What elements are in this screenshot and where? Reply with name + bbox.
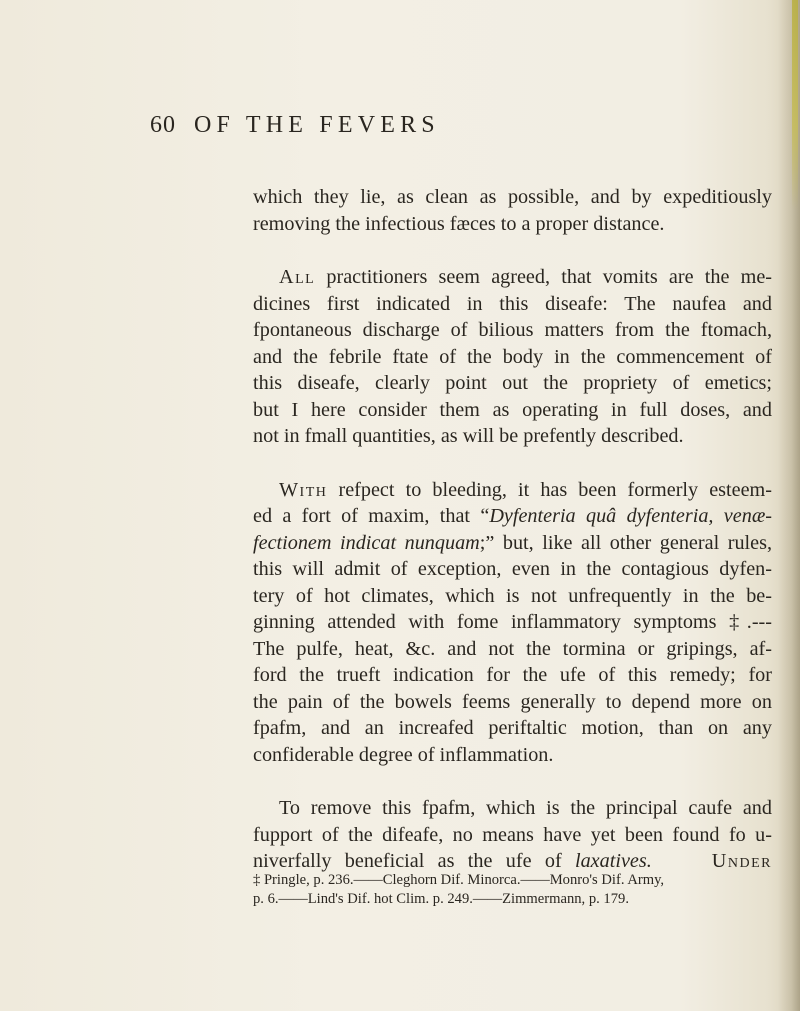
lead-word: All xyxy=(279,266,316,288)
text-line: this will admit of exception, even in the contagious dyfen- xyxy=(253,558,772,580)
text-run: practitioners seem agreed, that vomits are the me- xyxy=(315,266,772,288)
main-text xyxy=(253,184,772,875)
text-line xyxy=(253,530,772,557)
text-line xyxy=(253,477,772,504)
footnote-line: p. 6.——Lind's Dif. hot Clim. p. 249.——Zimmermann, p. 179. xyxy=(253,891,629,907)
text-line: ford the trueft indication for the ufe of this remedy; for xyxy=(253,664,772,686)
text-line: this diseafe, clearly point out the propriety of emetics; xyxy=(253,372,772,394)
text-line: the pain of the bowels feems generally to depend more on xyxy=(253,690,772,713)
text-run: refpect to bleeding, it has been formerly esteem- xyxy=(327,478,772,501)
text-line xyxy=(253,264,772,291)
running-head xyxy=(150,112,650,152)
text-line: fpafm, and an increafed periftaltic motion, than on any xyxy=(253,717,772,739)
running-title: OF THE FEVERS xyxy=(194,112,440,138)
text-run: To remove this fpafm, which is the principal caufe and xyxy=(279,797,772,819)
text-line: which they lie, as clean as possible, and by expeditiously xyxy=(253,186,772,208)
text-line: confiderable degree of inflammation. xyxy=(253,743,554,766)
paragraph-2 xyxy=(253,264,772,450)
latin-quote: Dyfenteria quâ dyfenteria, venæ- xyxy=(489,505,773,527)
paragraph-gap xyxy=(253,237,772,264)
text-line: The pulfe, heat, &c. and not the tormina or gripings, af- xyxy=(253,637,772,660)
text-line xyxy=(253,795,772,822)
text-line: dicines first indicated in this diseafe: The naufea and xyxy=(253,292,772,315)
text-line xyxy=(253,503,772,530)
text-line: tery of hot climates, which is not unfrequently in the be- xyxy=(253,584,772,607)
lead-word: With xyxy=(279,478,328,501)
text-line: ginning attended with fome inflammatory symptoms ‡.--- xyxy=(253,611,772,633)
footnotes xyxy=(253,871,776,909)
italic-term: laxatives. xyxy=(574,850,652,872)
paragraph-gap xyxy=(253,450,772,477)
paragraph-gap xyxy=(253,768,772,795)
text-line: but I here consider them as operating in full doses, and xyxy=(253,398,772,421)
text-line: and the febrile ftate of the body in the commencement of xyxy=(253,345,772,368)
page-edge-stain xyxy=(792,0,798,210)
catchword: Under xyxy=(711,850,772,872)
text-line: not in fmall quantities, as will be prefently described. xyxy=(253,425,684,447)
text-run: ;” but, like all other general rules, xyxy=(479,531,773,554)
text-line: fupport of the difeafe, no means have yet been found fo u- xyxy=(253,823,772,846)
text-line: removing the infectious fæces to a proper distance. xyxy=(253,212,665,235)
paragraph-3 xyxy=(253,477,772,769)
latin-quote: fectionem indicat nunquam xyxy=(253,531,480,554)
text-run: niverfally beneficial as the ufe of xyxy=(253,850,575,872)
page-number: 60 xyxy=(150,112,176,138)
text-run: ed a fort of maxim, that “ xyxy=(253,505,490,527)
text-line: fpontaneous discharge of bilious matters from the ftomach, xyxy=(253,319,772,341)
paragraph-1 xyxy=(253,184,772,237)
footnote-line: ‡ Pringle, p. 236.——Cleghorn Dif. Minorca.——Monro's Dif. Army, xyxy=(253,872,665,888)
paragraph-4 xyxy=(253,795,772,875)
